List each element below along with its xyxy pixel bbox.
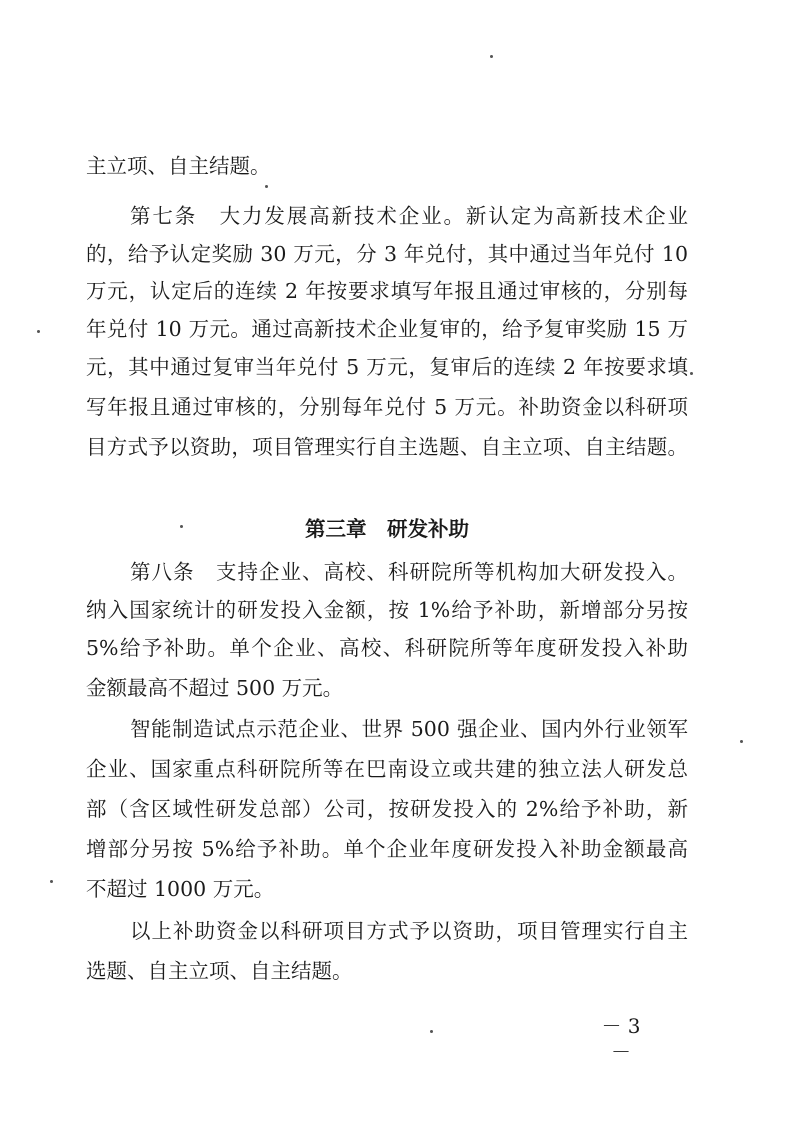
text-line: 金额最高不超过 500 万元。 <box>86 676 344 700</box>
scan-speck <box>37 330 40 333</box>
text-line: 主立项、自主结题。 <box>86 154 271 178</box>
text-line: 万元，认定后的连续 2 年按要求填写年报且通过审核的，分别每 <box>86 279 688 303</box>
article-8-heading-line: 第八条 支持企业、高校、科研院所等机构加大研发投入。 <box>130 560 688 584</box>
text-line: 智能制造试点示范企业、世界 500 强企业、国内外行业领军 <box>130 717 688 741</box>
scan-speck <box>430 1030 433 1033</box>
text-line: 5%给予补助。单个企业、高校、科研院所等年度研发投入补助 <box>86 636 688 660</box>
scan-speck <box>265 185 268 188</box>
scan-speck <box>490 55 493 58</box>
text-line: 纳入国家统计的研发投入金额，按 1%给予补助，新增部分另按 <box>86 598 688 622</box>
text-line: 的，给予认定奖励 30 万元，分 3 年兑付，其中通过当年兑付 10 <box>86 242 688 266</box>
text-line: 不超过 1000 万元。 <box>86 877 275 901</box>
text-line: 增部分另按 5%给予补助。单个企业年度研发投入补助金额最高 <box>86 837 688 861</box>
text-line: 元，其中通过复审当年兑付 5 万元，复审后的连续 2 年按要求填 <box>86 355 688 379</box>
scan-speck <box>690 372 693 375</box>
text-line: 以上补助资金以科研项目方式予以资助，项目管理实行自主 <box>130 919 688 943</box>
text-line: 企业、国家重点科研院所等在巴南设立或共建的独立法人研发总 <box>86 757 688 781</box>
text-line: 年兑付 10 万元。通过高新技术企业复审的，给予复审奖励 15 万 <box>86 317 688 341</box>
text-line: 选题、自主立项、自主结题。 <box>86 959 353 983</box>
scan-speck <box>740 740 743 743</box>
scan-speck <box>180 525 183 528</box>
scan-speck <box>50 880 53 883</box>
text-line: 写年报且通过审核的，分别每年兑付 5 万元。补助资金以科研项 <box>86 395 688 419</box>
text-line: 目方式予以资助，项目管理实行自主选题、自主立项、自主结题。 <box>86 435 688 459</box>
page-number: － 3 － <box>601 1014 641 1064</box>
article-7-heading-line: 第七条 大力发展高新技术企业。新认定为高新技术企业 <box>130 204 688 228</box>
text-line: 部（含区域性研发总部）公司，按研发投入的 2%给予补助，新 <box>86 797 688 821</box>
chapter-title: 第三章 研发补助 <box>305 517 469 541</box>
